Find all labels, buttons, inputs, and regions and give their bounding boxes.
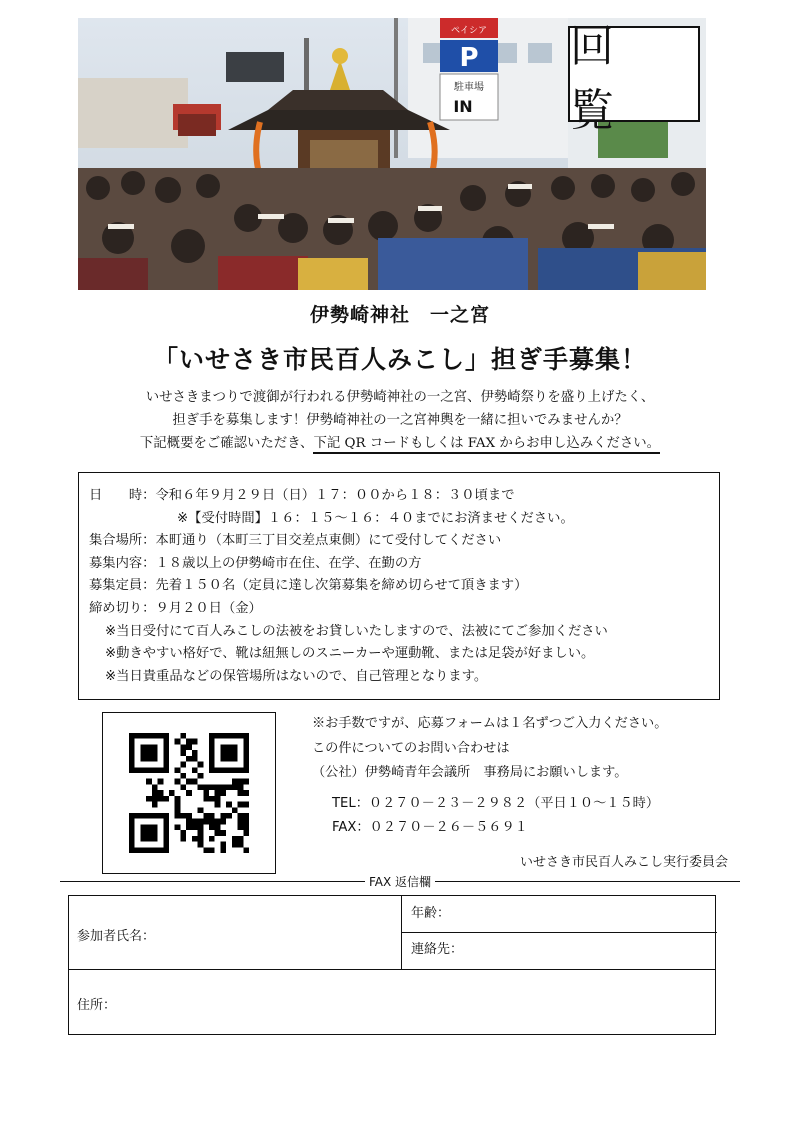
in-text: IN	[453, 97, 473, 116]
note-happi: ※当日受付にて百人みこしの法被をお貸しいたしますので、法被にてご参加ください	[105, 623, 608, 639]
intro-line-3-underlined: 下記 QR コードもしくは FAX からお申し込みください。	[313, 436, 660, 454]
deadline: 締め切り：９月２０日（金）	[89, 600, 262, 616]
intro-text	[0, 386, 800, 455]
page-title: 「いせさき市民百人みこし」担ぎ手募集！	[152, 345, 647, 374]
capacity: 募集定員：先着１５０名（定員に達し次第募集を締め切らせて頂きます）	[89, 578, 528, 594]
tel-number: TEL：０２７０－２３－２９８２（平日１０～１５時）	[332, 795, 660, 811]
contact-label: 連絡先：	[411, 942, 464, 957]
festival-photo	[78, 18, 706, 290]
intro-line-1: いせさきまつりで渡御が行われる伊勢崎神社の一之宮、伊勢崎祭りを盛り上げたく、	[145, 390, 655, 405]
shrine-name: 伊勢崎神社 一之宮	[309, 304, 490, 326]
address-label: 住所：	[77, 998, 117, 1013]
form-divider-mid	[401, 932, 717, 933]
qr-code-frame	[102, 712, 276, 874]
event-details-box	[78, 472, 720, 700]
intro-line-3-plain: 下記概要をご確認いただき、	[139, 436, 314, 451]
intro-line-3	[0, 432, 800, 455]
eligibility: 募集内容：１８歳以上の伊勢崎市在住、在学、在勤の方	[89, 555, 422, 571]
note-valuables: ※当日貴重品などの保管場所はないので、自己管理となります。	[105, 668, 488, 684]
committee-name: いせさき市民百人みこし実行委員会	[519, 855, 728, 870]
qr-code[interactable]	[126, 733, 252, 853]
divider-line-left	[60, 881, 365, 882]
divider-line-right	[435, 881, 740, 882]
parking-text: 駐車場	[454, 82, 484, 93]
name-label: 参加者氏名：	[77, 929, 156, 944]
form-note: ※お手数ですが、応募フォームは１名ずつご入力ください。	[312, 716, 668, 731]
address-field[interactable]	[77, 994, 116, 1013]
parking-letter: P	[459, 43, 479, 73]
name-field[interactable]	[77, 925, 155, 944]
office-line: （公社）伊勢崎青年会議所 事務局にお願いします。	[312, 765, 628, 780]
contact-field[interactable]	[411, 938, 463, 957]
fax-number: FAX：０２７０－２６－５６９１	[332, 820, 528, 835]
contact-info	[312, 712, 732, 841]
intro-line-2: 担ぎ手を募集します！伊勢崎神社の一之宮神輿を一緒に担いでみませんか？	[172, 413, 628, 428]
event-date: 日 時：令和６年９月２９日（日）１７：００から１８：３０頃まで	[89, 488, 515, 503]
note-shoes: ※動きやすい格好で、靴は紐無しのスニーカーや運動靴、または足袋が好ましい。	[105, 646, 595, 662]
fax-section-divider	[60, 873, 740, 890]
inquiry-line: この件についてのお問い合わせは	[312, 740, 510, 756]
age-field[interactable]	[411, 902, 450, 921]
fax-reply-form	[68, 895, 716, 1035]
age-label: 年齢：	[411, 906, 451, 921]
kairan-stamp: 回 覧	[568, 26, 700, 122]
meeting-place: 集合場所：本町通り（本町三丁目交差点東側）にて受付してください	[89, 533, 502, 549]
brand-sign-text: ペイシア	[450, 26, 488, 36]
form-divider-horizontal	[69, 969, 715, 970]
parking-sign	[440, 18, 498, 120]
fax-section-label: FAX 返信欄	[368, 875, 432, 889]
reception-time: ※【受付時間】１６：１５～１６：４０までにお済ませください。	[177, 510, 574, 526]
